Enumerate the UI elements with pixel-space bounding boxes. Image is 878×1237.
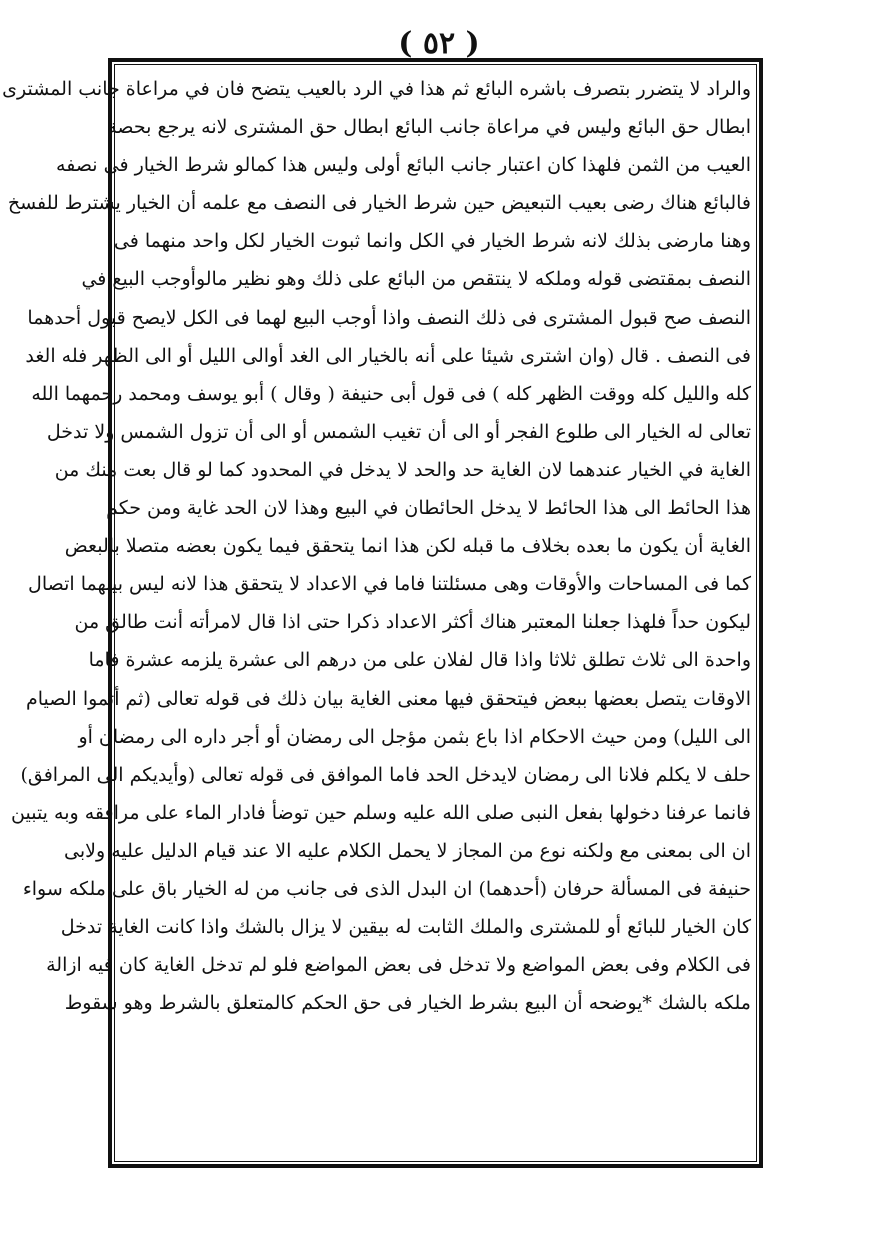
text-line: والراد لا يتضرر بتصرف باشره البائع ثم هذا في الرد بالعيب يتضح فان في مراعاة جانب المشترى bbox=[2, 78, 751, 100]
text-line: كان الخيار للبائع أو للمشترى والملك الثابت له بيقين لا يزال بالشك واذا كانت الغاية تدخل bbox=[60, 916, 751, 939]
text-line: الى الليل) ومن حيث الاحكام اذا باع بثمن مؤجل الى رمضان أو أجر داره الى رمضان أو bbox=[78, 725, 751, 748]
text-line: الغاية في الخيار عندهما لان الغاية حد والحد لا يدخل في المحدود كما لو قال بعت منك من bbox=[54, 458, 751, 481]
text-line: كما فى المساحات والأوقات وهى مسئلتنا فاما في الاعداد لا يتحقق هذا لانه ليس بينهما اتصال bbox=[28, 573, 751, 596]
text-line: فالبائع هناك رضى بعيب التبعيض حين شرط الخيار فى النصف مع علمه أن الخيار يشترط للفسخ bbox=[7, 192, 751, 215]
text-line: ليكون حداً فلهذا جعلنا المعتبر هناك أكثر الاعداد ذكرا حتى اذا قال لامرأته أنت طالق من bbox=[74, 611, 751, 634]
text-line: هذا الحائط الى هذا الحائط لا يدخل الحائطان في البيع وهذا لان الحد غاية ومن حكم bbox=[106, 497, 751, 520]
text-line: كله والليل كله ووقت الظهر كله ) فى قول أبى حنيفة ( وقال ) أبو يوسف ومحمد رحمهما الله bbox=[31, 382, 751, 405]
text-line: حلف لا يكلم فلانا الى رمضان لايدخل الحد فاما الموافق فى قوله تعالى (وأيديكم الى المرافق) bbox=[20, 763, 751, 786]
page-number: ( ٥٢ ) bbox=[398, 26, 480, 61]
text-line: ان الى بمعنى مع ولكنه نوع من المجاز لا يحمل الكلام عليه الا عند قيام الدليل عليه ولابى bbox=[64, 839, 751, 862]
text-line: ابطال حق البائع وليس في مراعاة جانب البائع ابطال حق المشترى لانه يرجع بحصة bbox=[107, 116, 751, 139]
text-line: حنيفة فى المسألة حرفان (أحدهما) ان البدل الذى فى جانب من له الخيار باق على ملكه سواء bbox=[22, 877, 751, 900]
text-line: واحدة الى ثلاث تطلق ثلاثا واذا قال لفلان على من درهم الى عشرة يلزمه عشرة فاما bbox=[88, 649, 751, 672]
text-line: وهنا مارضى بذلك لانه شرط الخيار في الكل وانما ثبوت الخيار لكل واحد منهما فى bbox=[113, 230, 751, 253]
text-line: فى الكلام وفى بعض المواضع ولا تدخل فى بعض المواضع فلو لم تدخل الغاية كان فيه ازالة bbox=[46, 954, 751, 977]
text-line: ملكه بالشك *يوضحه أن البيع بشرط الخيار فى حق الحكم كالمتعلق بالشرط وهو سقوط bbox=[64, 992, 751, 1015]
text-line: فانما عرفنا دخولها بفعل النبى صلى الله عليه وسلم حين توضأ فادار الماء على مرافقه وبه يتبين bbox=[11, 801, 751, 824]
text-line: الاوقات يتصل بعضها ببعض فيتحقق فيها معنى الغاية بيان ذلك فى قوله تعالى (ثم أتموا الصيام bbox=[25, 687, 751, 710]
text-line: الغاية أن يكون ما بعده بخلاف ما قبله لكن هذا انما يتحقق فيما يكون بعضه متصلا بالبعض bbox=[64, 535, 751, 558]
text-line: تعالى له الخيار الى طلوع الفجر أو الى أن تغيب الشمس أو الى أن تزول الشمس ولا تدخل bbox=[46, 420, 751, 443]
text-line: العيب من الثمن فلهذا كان اعتبار جانب البائع أولى وليس هذا كمالو شرط الخيار فى نصفه bbox=[56, 154, 751, 177]
text-line: النصف صح قبول المشترى فى ذلك النصف واذا أوجب البيع لهما فى الكل لايصح قبول أحدهما bbox=[27, 306, 751, 329]
body-text bbox=[2, 70, 751, 1156]
text-line: النصف بمقتضى قوله وملكه لا ينتقص من البائع على ذلك وهو نظير مالوأوجب البيع في bbox=[81, 268, 751, 291]
text-line: فى النصف . قال (وان اشترى شيئا على أنه بالخيار الى الغد أوالى الليل أو الى الظهر فله الغد bbox=[25, 344, 751, 367]
